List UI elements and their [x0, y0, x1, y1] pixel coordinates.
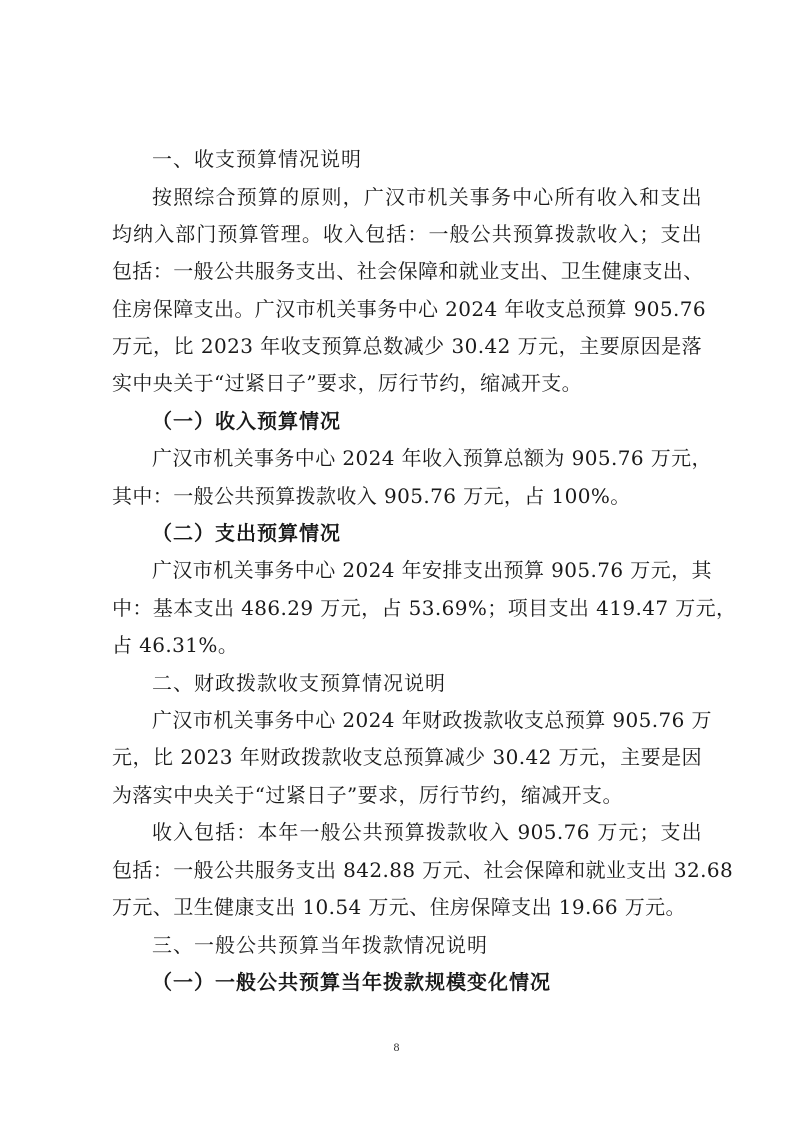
paragraph-line: 按照综合预算的原则，广汉市机关事务中心所有收入和支出 [152, 185, 702, 209]
page-number: 8 [393, 1040, 400, 1054]
paragraph-line: 广汉市机关事务中心 2024 年财政拨款收支总预算 905.76 万 [152, 708, 712, 732]
paragraph-line: 均纳入部门预算管理。收入包括：一般公共预算拨款收入；支出 [112, 222, 702, 246]
paragraph-line: 包括：一般公共服务支出 842.88 万元、社会保障和就业支出 32.68 [112, 858, 734, 882]
paragraph-line: 收入包括：本年一般公共预算拨款收入 905.76 万元；支出 [152, 820, 702, 844]
paragraph-line: 中：基本支出 486.29 万元，占 53.69%；项目支出 419.47 万元， [112, 596, 737, 620]
paragraph-line: 占 46.31%。 [112, 633, 239, 657]
section-heading: 一、收支预算情况说明 [152, 147, 362, 171]
paragraph-line: 其中：一般公共预算拨款收入 905.76 万元，占 100%。 [112, 484, 631, 508]
paragraph-line: 为落实中央关于“过紧日子”要求，厉行节约，缩减开支。 [112, 783, 623, 807]
paragraph-line: 包括：一般公共服务支出、社会保障和就业支出、卫生健康支出、 [112, 259, 704, 283]
paragraph-line: 万元、卫生健康支出 10.54 万元、住房保障支出 19.66 万元。 [112, 895, 686, 919]
paragraph-line: 实中央关于“过紧日子”要求，厉行节约，缩减开支。 [112, 371, 583, 395]
section-heading: 三、一般公共预算当年拨款情况说明 [152, 933, 488, 957]
subsection-heading: （一）一般公共预算当年拨款规模变化情况 [152, 970, 551, 994]
paragraph-line: 广汉市机关事务中心 2024 年收入预算总额为 905.76 万元， [152, 446, 712, 470]
paragraph-line: 住房保障支出。广汉市机关事务中心 2024 年收支总预算 905.76 [112, 297, 706, 321]
paragraph-line: 万元，比 2023 年收支预算总数减少 30.42 万元，主要原因是落 [112, 334, 702, 358]
paragraph-line: 广汉市机关事务中心 2024 年安排支出预算 905.76 万元，其 [152, 558, 712, 582]
subsection-heading: （一）收入预算情况 [152, 409, 341, 433]
subsection-heading: （二）支出预算情况 [152, 521, 341, 545]
section-heading: 二、财政拨款收支预算情况说明 [152, 671, 446, 695]
paragraph-line: 元，比 2023 年财政拨款收支总预算减少 30.42 万元，主要是因 [112, 745, 702, 769]
